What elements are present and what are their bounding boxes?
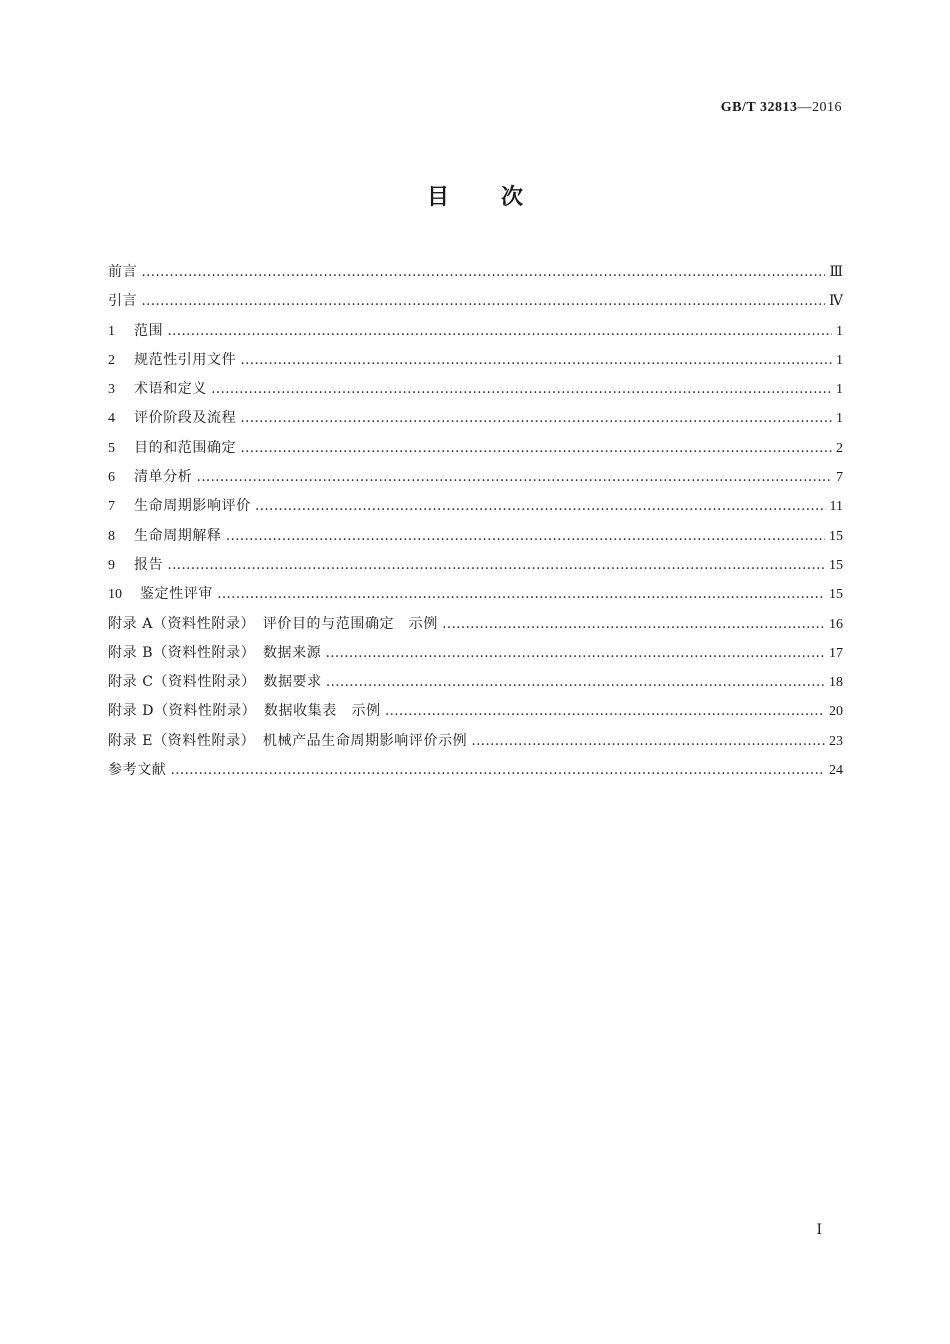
toc-entry-page: 1 <box>836 323 843 339</box>
toc-entry-page: Ⅲ <box>829 265 843 280</box>
toc-dot-leader <box>240 434 832 463</box>
toc-dot-leader <box>442 610 825 639</box>
toc-entry-number: 10 <box>108 587 122 603</box>
toc-entry[interactable] <box>108 492 843 521</box>
toc-entry-label: 生命周期解释 <box>134 527 222 544</box>
toc-entry-number: 9 <box>108 557 115 573</box>
toc-dot-leader <box>226 522 825 551</box>
toc-entry-page: Ⅳ <box>829 294 843 310</box>
toc-dot-leader <box>217 580 825 609</box>
toc-dot-leader <box>255 492 826 521</box>
toc-entry[interactable] <box>108 287 843 316</box>
toc-entry-label: 附录 C（资料性附录） 数据要求 <box>108 674 322 691</box>
toc-entry-page: 24 <box>829 763 843 779</box>
toc-entry-page: 23 <box>829 733 843 749</box>
toc-entry[interactable] <box>108 668 843 697</box>
toc-entry-number: 7 <box>108 499 115 515</box>
page-title-part1: 目 <box>426 184 449 210</box>
toc-entry[interactable] <box>108 434 843 463</box>
toc-entry[interactable] <box>108 580 843 609</box>
toc-entry-label: 附录 B（资料性附录） 数据来源 <box>108 644 322 661</box>
toc-entry-number: 2 <box>108 352 115 368</box>
toc-dot-leader <box>326 668 825 697</box>
standard-code-year: —2016 <box>797 100 842 115</box>
toc-entry-label: 范围 <box>134 322 164 339</box>
toc-entry-label: 生命周期影响评价 <box>134 498 251 515</box>
standard-code-number: GB/T 32813 <box>720 100 798 115</box>
toc-dot-leader <box>170 756 825 785</box>
toc-entry-page: 16 <box>829 616 843 632</box>
toc-dot-leader <box>196 463 832 492</box>
toc-dot-leader <box>325 639 825 668</box>
toc-dot-leader <box>240 346 832 375</box>
toc-entry-number: 8 <box>108 528 115 544</box>
toc-entry-label: 附录 E（资料性附录） 机械产品生命周期影响评价示例 <box>108 732 468 749</box>
toc-entry-page: 1 <box>836 352 843 368</box>
toc-entry-label: 鉴定性评审 <box>140 586 213 603</box>
toc-entry[interactable] <box>108 727 843 756</box>
toc-dot-leader <box>167 551 825 580</box>
toc-entry[interactable] <box>108 404 843 433</box>
toc-entry-label: 清单分析 <box>134 469 193 486</box>
toc-entry-label: 附录 A（资料性附录） 评价目的与范围确定 示例 <box>108 615 438 632</box>
toc-dot-leader <box>211 375 832 404</box>
toc-entry[interactable] <box>108 756 843 785</box>
toc-entry-page: 11 <box>829 499 843 515</box>
toc-entry-page: 20 <box>829 704 843 720</box>
page-title <box>0 180 950 211</box>
toc-entry[interactable] <box>108 639 843 668</box>
toc-entry[interactable] <box>108 375 843 404</box>
toc-entry-page: 7 <box>836 470 843 486</box>
toc-entry-number: 4 <box>108 411 115 427</box>
toc-entry-label: 附录 D（资料性附录） 数据收集表 示例 <box>108 703 381 720</box>
page-title-part2: 次 <box>501 184 524 210</box>
toc-dot-leader <box>240 404 832 433</box>
toc-entry-page: 15 <box>829 528 843 544</box>
toc-entry-page: 17 <box>829 645 843 661</box>
toc-dot-leader <box>141 287 825 316</box>
toc-entry-label: 目的和范围确定 <box>134 439 237 456</box>
toc-entry-number: 1 <box>108 323 115 339</box>
toc-entry[interactable] <box>108 551 843 580</box>
toc-entry-label: 参考文献 <box>108 762 167 779</box>
toc-entry[interactable] <box>108 463 843 492</box>
toc-dot-leader <box>471 727 825 756</box>
toc-dot-leader <box>385 697 825 726</box>
standard-code <box>721 100 842 116</box>
toc-entry[interactable] <box>108 522 843 551</box>
toc-entry-page: 1 <box>836 411 843 427</box>
table-of-contents <box>108 258 843 785</box>
toc-entry-number: 3 <box>108 382 115 398</box>
toc-entry-number: 6 <box>108 470 115 486</box>
toc-entry-label: 引言 <box>108 293 138 310</box>
toc-entry-page: 1 <box>836 382 843 398</box>
toc-entry-page: 18 <box>829 675 843 691</box>
toc-entry[interactable] <box>108 346 843 375</box>
toc-entry[interactable] <box>108 258 843 287</box>
toc-dot-leader <box>167 317 832 346</box>
toc-entry-label: 报告 <box>134 556 164 573</box>
toc-dot-leader <box>141 258 825 287</box>
toc-entry-page: 15 <box>829 587 843 603</box>
page-number: Ⅰ <box>816 1223 822 1238</box>
toc-entry[interactable] <box>108 697 843 726</box>
toc-entry-label: 规范性引用文件 <box>134 351 237 368</box>
toc-entry-page: 2 <box>836 440 843 456</box>
toc-entry-page: 15 <box>829 557 843 573</box>
toc-entry-label: 评价阶段及流程 <box>134 410 237 427</box>
toc-entry[interactable] <box>108 317 843 346</box>
toc-entry-label: 术语和定义 <box>134 381 207 398</box>
toc-entry[interactable] <box>108 610 843 639</box>
toc-entry-number: 5 <box>108 440 115 456</box>
toc-entry-label: 前言 <box>108 264 138 280</box>
